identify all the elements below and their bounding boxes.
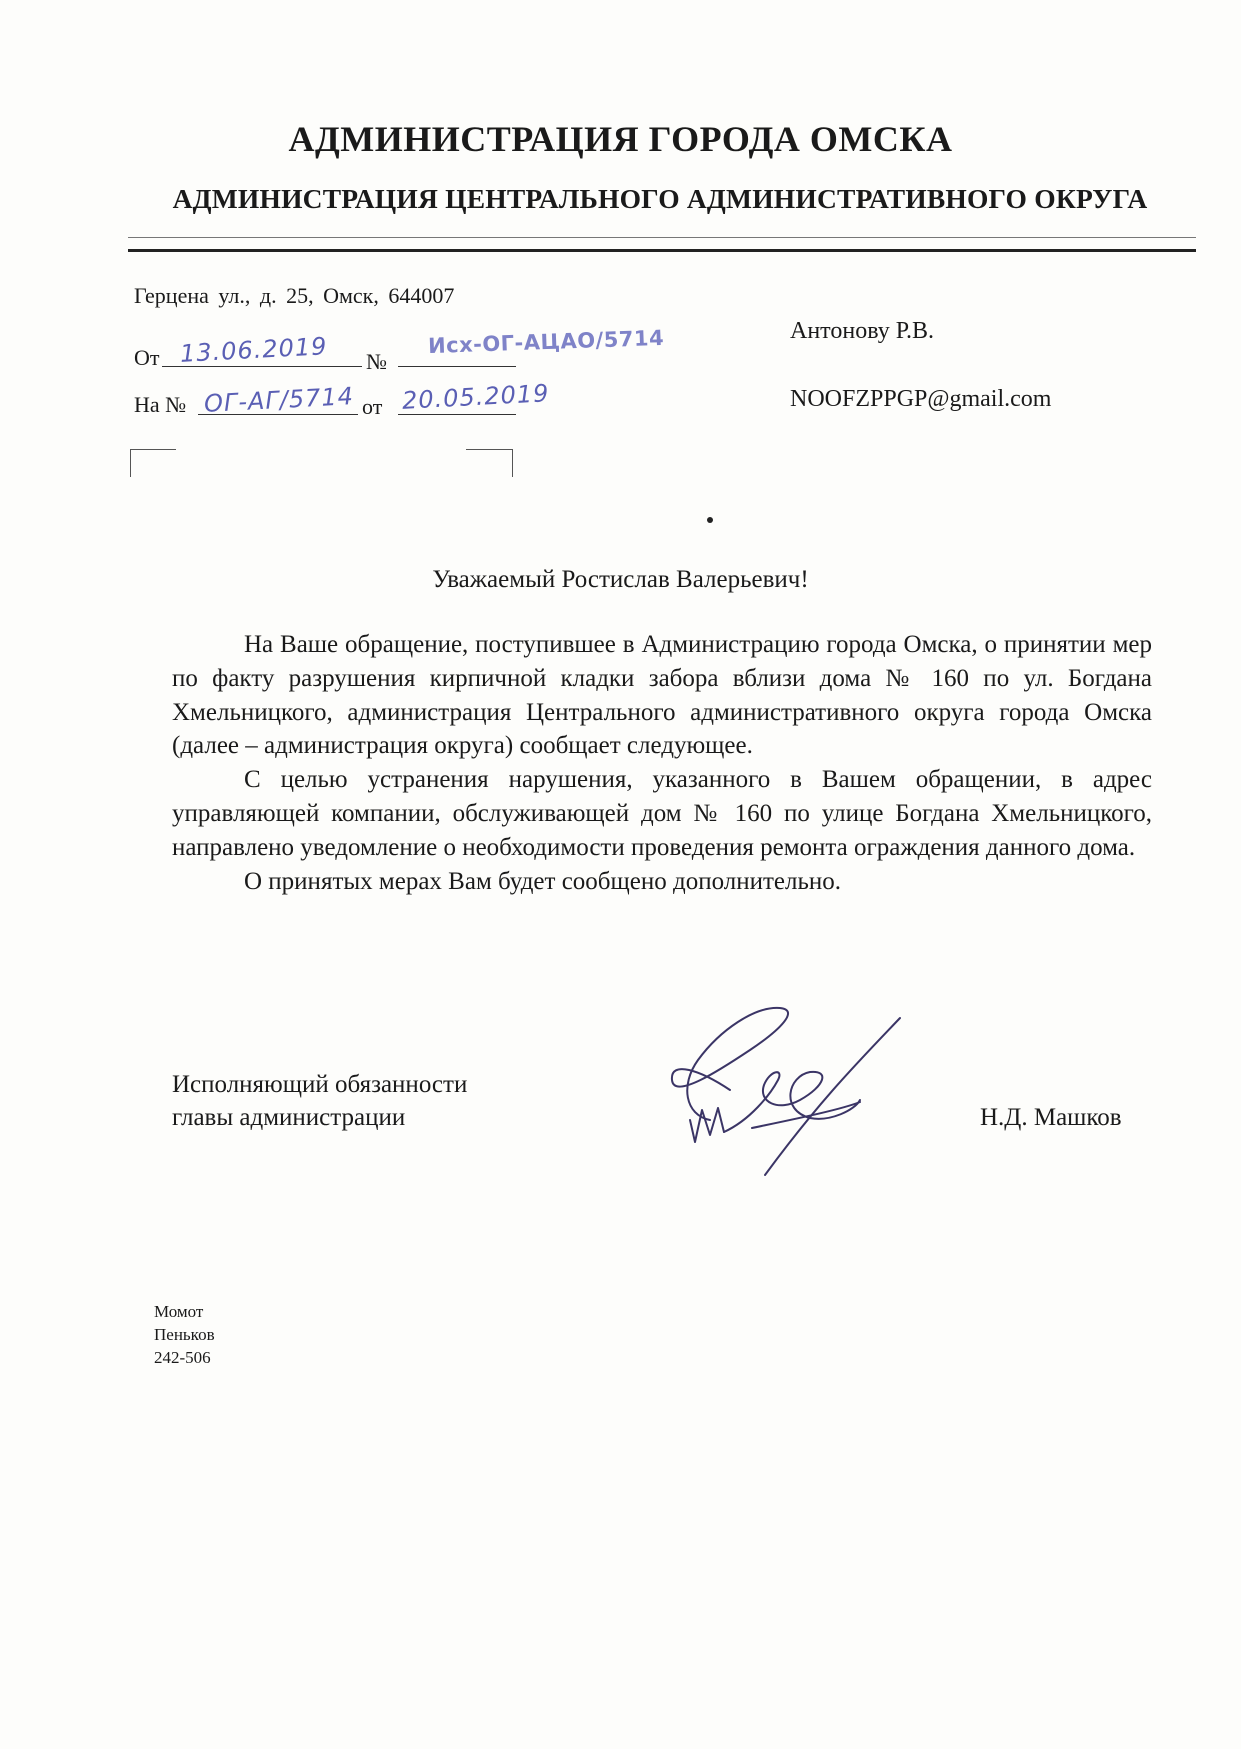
outgoing-date: 13.06.2019 [179,332,329,368]
reply-to-number: ОГ-АГ/5714 [203,382,355,418]
reply-date-label: от [362,394,383,419]
letter-body [172,628,1152,898]
executor-phone: 242-506 [154,1348,211,1367]
body-paragraph-3: О принятых мерах Вам будет сообщено дополнительно. [244,867,842,895]
bracket-left-top [130,449,176,450]
outgoing-number-stamp: Исх-ОГ-АЦАО/5714 [427,325,665,359]
org-subtitle: АДМИНИСТРАЦИЯ ЦЕНТРАЛЬНОГО АДМИНИСТРАТИВНОГО ОКРУГА [172,183,1148,214]
signatory-role-line-1: Исполняющий обязанности [172,1071,468,1098]
executor-2: Пеньков [154,1325,215,1344]
signatory-role-line-2: главы администрации [172,1104,406,1131]
reply-to-date: 20.05.2019 [401,379,551,415]
reply-to-label: На № [134,392,187,417]
bracket-right-side [512,449,513,477]
recipient-email: NOOFZPPGP@gmail.com [790,386,1052,412]
bracket-left-side [130,449,131,477]
greeting: Уважаемый Ростислав Валерьевич! [432,566,809,593]
recipient-name: Антонову Р.В. [790,318,935,344]
number-label: № [366,349,387,374]
body-paragraph-1: На Ваше обращение, поступившее в Администрацию города Омска, о принятии мер по факту разрушения кирпичной кладки забора вблизи дома № 160 по ул. Богдана Хмельницкого, администрация Центрального административного округа города Омска (далее – администрация округа) сообщает следующее. [172,631,1152,760]
signatory-role [172,1068,467,1134]
header-divider-thin [128,237,1196,238]
header-divider-thick [128,249,1196,252]
handwritten-signature [660,1000,920,1190]
number-underline [398,366,516,367]
org-address: Герцена ул., д. 25, Омск, 644007 [134,283,455,308]
from-label: От [134,345,160,370]
body-paragraph-2: С целью устранения нарушения, указанного в Вашем обращении, в адрес управляющей компании, обслуживающей дом № 160 по улице Богдана Хмельницкого, направлено уведомление о необходимости проведения ремонта ограждения данного дома. [172,766,1152,861]
bracket-right-top [466,449,512,450]
org-title: АДМИНИСТРАЦИЯ ГОРОДА ОМСКА [288,119,953,159]
executor-info [154,1300,215,1369]
signatory-name: Н.Д. Машков [980,1104,1122,1131]
stray-dot [707,517,713,523]
executor-1: Момот [154,1302,204,1321]
